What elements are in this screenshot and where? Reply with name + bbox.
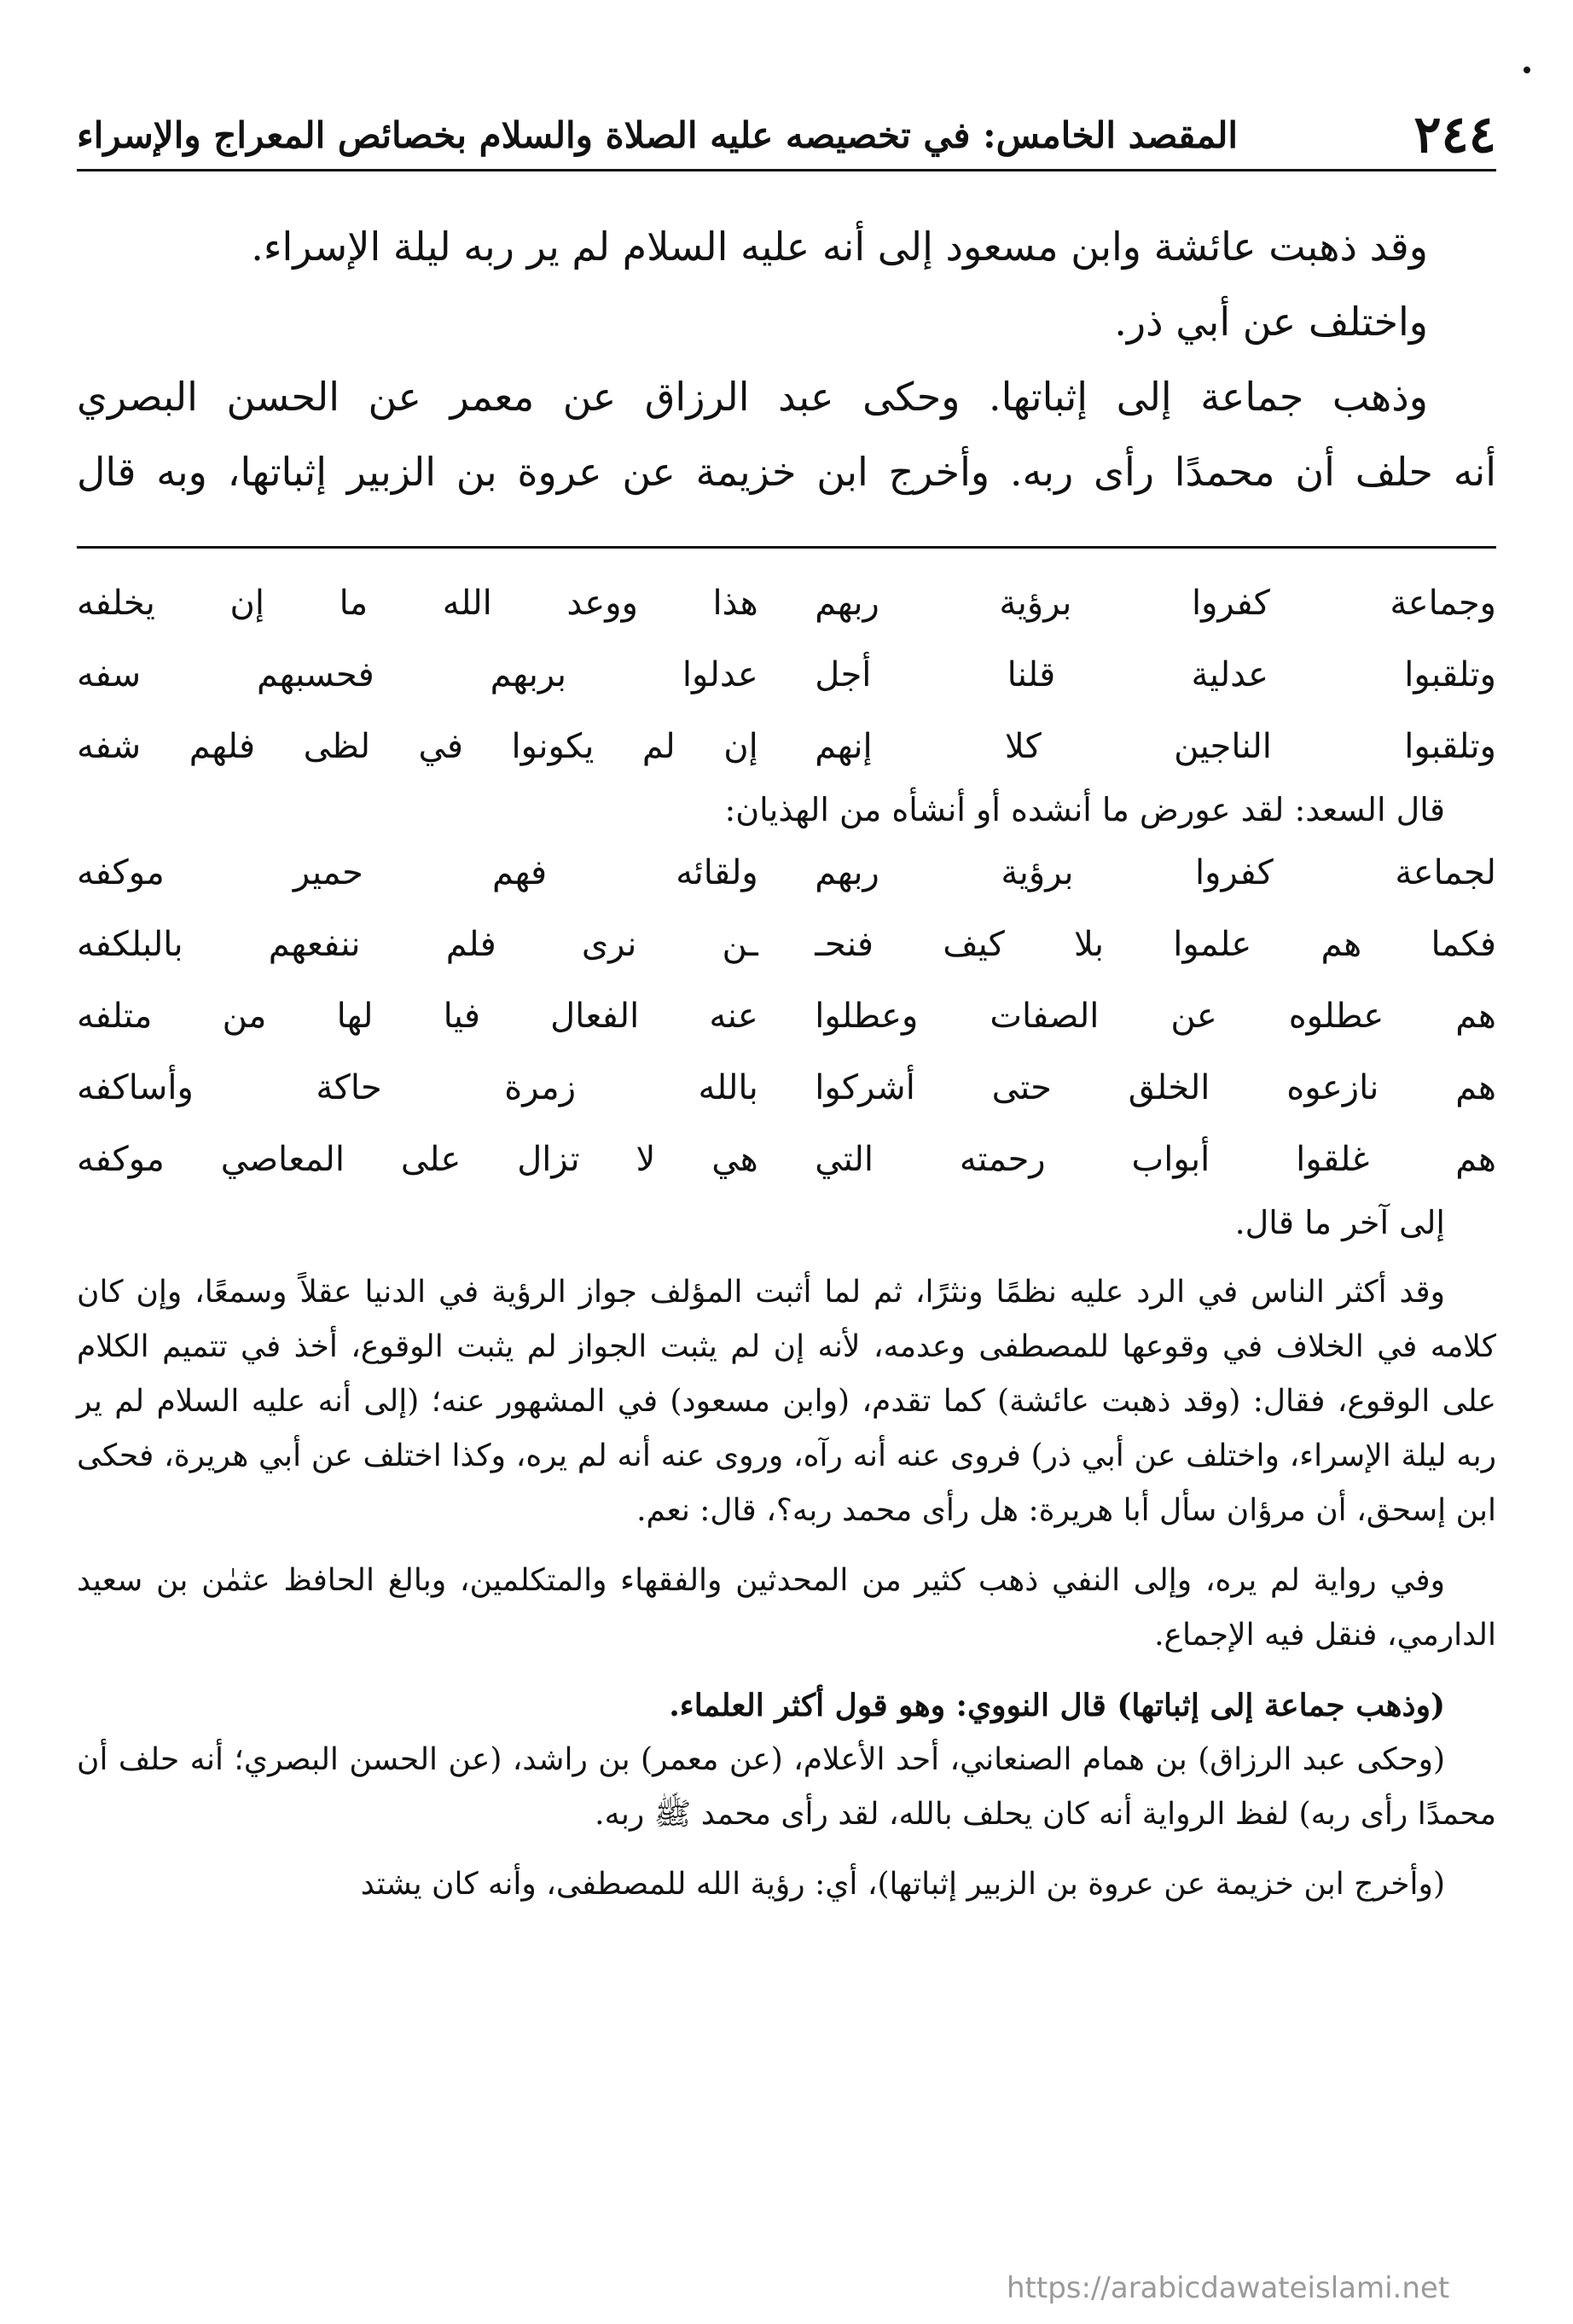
verse-left: عدلوا بربهم فحسبهم سفه: [77, 655, 758, 694]
verse-left: عنه الفعال فيا لها من متلفه: [77, 996, 758, 1036]
verse: [77, 711, 1496, 782]
paragraph: (وذهب جماعة إلى إثباتها) قال النووي: وهو قول أكثر العلماء.: [669, 1688, 1445, 1723]
verse-left: هي لا تزال على المعاصي موكفه: [77, 1140, 758, 1179]
verse: [77, 567, 1496, 639]
verse: [77, 980, 1496, 1052]
paragraph: وفي رواية لم يره، وإلى النفي ذهب كثير من المحدثين والفقهاء والمتكلمين، وبالغ الحافظ عثمٰن بن سعيد الدارمي، فنقل فيه الإجماع.: [77, 1563, 1496, 1653]
matn-line: وقد ذهبت عائشة وابن مسعود إلى أنه عليه السلام لم ير ربه ليلة الإسراء.: [251, 224, 1428, 270]
divider: [77, 546, 1496, 549]
speck: [1524, 67, 1530, 73]
verse: [77, 837, 1496, 909]
paragraph: وقد أكثر الناس في الرد عليه نظمًا ونثرًا، ثم لما أثبت المؤلف جواز الرؤية في الدنيا عقلاً وسمعًا، وإن كان كلامه في الخلاف في وقوعها للمصطفى وعدمه، لأنه إن لم يثبت الجواز لم يثبت الوقوع، أخذ في تتميم الكلام على الوقوع، فقال: (وقد ذهبت عائشة) كما تقدم، (وابن مسعود) في المشهور عنه؛ (إلى أنه عليه السلام لم ير ربه ليلة الإسراء، واختلف عن أبي ذر) فروى عنه أنه رآه، وروى عنه أنه لم يره، وكذا اختلف عن أبي هريرة، فحكى ابن إسحق، أن مرؤان سأل أبا هريرة: هل رأى محمد ربه؟، قال: نعم.: [77, 1275, 1496, 1528]
verse: [77, 639, 1496, 711]
matn-line: وذهب جماعة إلى إثباتها. وحكى عبد الرزاق عن معمر عن الحسن البصري: [77, 374, 1428, 420]
verse: [77, 909, 1496, 980]
matn-line: أنه حلف أن محمدًا رأى ربه. وأخرج ابن خزيمة عن عروة بن الزبير إثباتها، وبه قال: [77, 449, 1496, 495]
matn-text: [77, 209, 1496, 509]
verse-right: هم عطلوه عن الصفات وعطلوا: [815, 996, 1496, 1036]
matn-line: واختلف عن أبي ذر.: [1114, 299, 1428, 345]
verse-right: وتلقبوا عدلية قلنا أجل: [815, 655, 1496, 694]
paragraph: (وحكى عبد الرزاق) بن همام الصنعاني، أحد الأعلام، (عن معمر) بن راشد، (عن الحسن البصري؛ أنه حلف أن محمدًا رأى ربه) لفظ الرواية أنه كان يحلف بالله، لقد رأى محمد ﷺ ربه.: [77, 1742, 1496, 1832]
verse-left: ـن نرى فلم ننفعهم بالبلكفه: [77, 925, 758, 964]
running-title: المقصد الخامس: في تخصيصه عليه الصلاة والسلام بخصائص المعراج والإسراء: [77, 113, 1239, 156]
verse-left: إن لم يكونوا في لظى فلهم شفه: [77, 727, 758, 766]
watermark-url: https://arabicdawateislami.net: [1007, 2271, 1450, 2305]
page-number: ٢٤٤: [1413, 105, 1496, 165]
commentary: [77, 567, 1496, 1912]
verse-right: وجماعة كفروا برؤية ربهم: [815, 584, 1496, 623]
verse-right: هم نازعوه الخلق حتى أشركوا: [815, 1068, 1496, 1107]
verse-left: بالله زمرة حاكة وأساكفه: [77, 1068, 758, 1107]
qala-saad: قال السعد: لقد عورض ما أنشده أو أنشأه من الهذيان:: [724, 791, 1445, 828]
verse: [77, 1052, 1496, 1124]
verse: [77, 1124, 1496, 1195]
paragraph: (وأخرج ابن خزيمة عن عروة بن الزبير إثباتها)، أي: رؤية الله للمصطفى، وأنه كان يشتد: [360, 1867, 1445, 1902]
verse-left: ولقائه فهم حمير موكفه: [77, 853, 758, 892]
poem-first: [77, 567, 1496, 782]
verse-right: لجماعة كفروا برؤية ربهم: [815, 853, 1496, 892]
page-header: [77, 101, 1496, 171]
verse-left: هذا ووعد الله ما إن يخلفه: [77, 584, 758, 623]
verse-right: هم غلقوا أبواب رحمته التي: [815, 1140, 1496, 1179]
poem-second: [77, 837, 1496, 1195]
ila-akhir: إلى آخر ما قال.: [1234, 1204, 1445, 1241]
verse-right: فكما هم علموا بلا كيف فنحـ: [815, 925, 1496, 964]
page: [77, 0, 1496, 2324]
verse-right: وتلقبوا الناجين كلا إنهم: [815, 727, 1496, 766]
